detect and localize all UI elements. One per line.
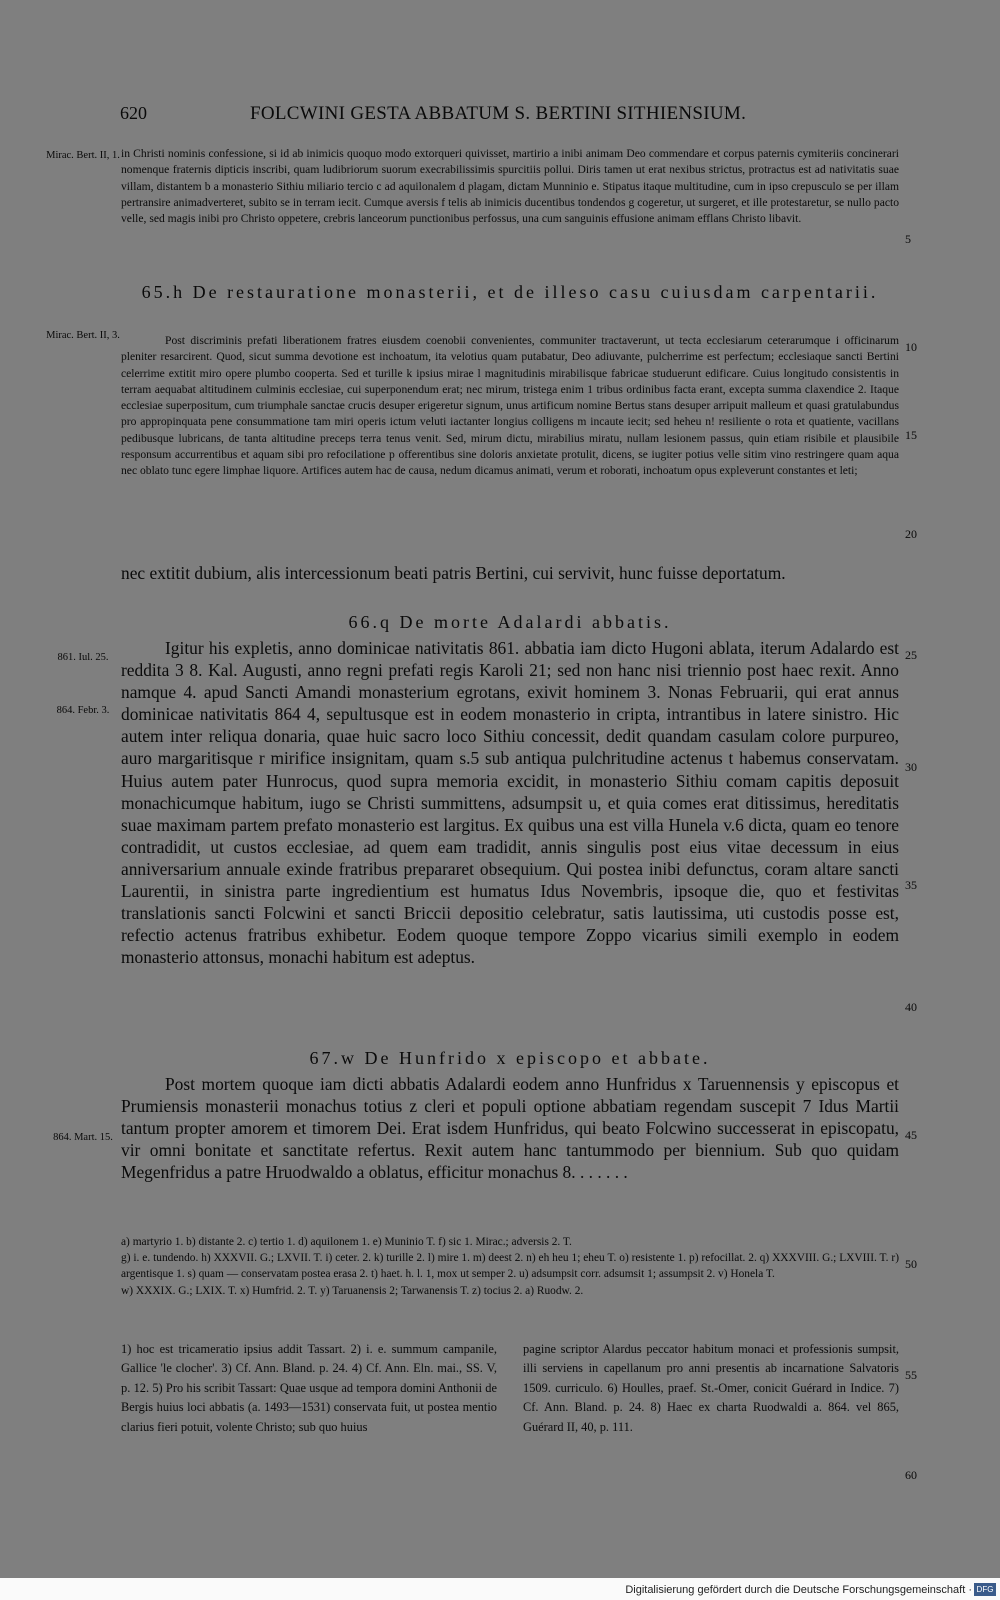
digitization-footer [0, 1578, 1000, 1600]
page-header [120, 103, 900, 133]
line-number: 15 [905, 428, 917, 442]
margin-note-date-861: 861. Iul. 25. [57, 652, 109, 663]
line-number: 20 [905, 527, 917, 541]
margin-note-date-864-febr: 864. Febr. 3. [56, 705, 110, 716]
section-65-closing [121, 562, 899, 584]
dfg-logo: DFG [974, 1583, 996, 1596]
section-67-body [121, 1073, 899, 1183]
intro-paragraph: in Christi nominis confessione, si id ab inimicis quoquo modo extorqueri quivisset, martirio a inibi animam Deo commendare et corpus paternis cymiteriis concinerari nomenque fraternis dipticis inscribi, quam ludibriorum suorum execrabilissimis spurcitiis pollui. Diris tamen ut erat nexibus strictus, protractus est ad nativitatis suae villam, distantem b a monasterio Sithiu miliario tercio c ad aquilonalem d plagam, dictam Munninio e. Stipatus itaque multitudine, cum in ipso crepusculo se per illam pertransire animadverteret, subito se in terram iecit. Cumque aversis f telis ab inimicis ducentibus tondendos g cogeretur, ut surgeret, et ille protestaretur, se nullo pacto velle, sed magis inibi pro Christo oppetere, crebris lanceorum punctionibus perfossus, una cum sanguinis effusione animam efflans Christo libavit. [121, 147, 899, 226]
line-number: 50 [905, 1257, 917, 1271]
footnotes-left-column [121, 1340, 497, 1437]
section-65-body [121, 333, 899, 480]
margin-note-mirac-1: Mirac. Bert. II, 1. [46, 150, 120, 161]
footnotes-left-text: 1) hoc est tricameratio ipsius addit Tassart. 2) i. e. summum campanile, Gallice 'le clocher'. 3) Cf. Ann. Bland. p. 24. 4) Cf. Ann. Eln. mai., SS. V, p. 12. 5) Pro his scribit Tassart: Quae usque ad tempora domini Anthonii de Bergis huius loci abbatis (a. 1493—1531) conservata fuit, ut postea mentio clarius fieri potuit, volente Christo; sub quo huius [121, 1342, 497, 1434]
line-number: 45 [905, 1128, 917, 1142]
section-intro [121, 146, 899, 227]
footnotes-right-text: pagine scriptor Alardus peccator habitum monaci et professionis sumpsit, illi serviens in capellanum pro anni presentis ab incarnatione Salvatoris 1509. curriculo. 6) Houlles, praef. St.-Omer, conicit Guérard in Indice. 7) Cf. Ann. Bland. p. 24. 8) Haec ex charta Ruodwaldi a. 864. vel 865, Guérard II, 40, p. 111. [523, 1342, 899, 1434]
apparatus-line: a) martyrio 1. b) distante 2. c) tertio 1. d) aquilonem 1. e) Muninio T. f) sic 1. Mirac.; adversis 2. T. [121, 1236, 572, 1248]
chapter-65-closing: nec extitit dubium, alis intercessionum beati patris Bertini, cui servivit, hunc fuisse deportatum. [121, 563, 786, 583]
line-number: 35 [905, 878, 917, 892]
funding-credit: Digitalisierung gefördert durch die Deutsche Forschungsgemeinschaft · [625, 1584, 972, 1596]
section-65 [121, 282, 899, 303]
footnotes-right-column [523, 1340, 899, 1437]
section-67 [121, 1048, 899, 1069]
chapter-heading-65: 65.h De restauratione monasterii, et de illeso casu cuiusdam carpentarii. [141, 282, 879, 302]
margin-note-date-864-mart: 864. Mart. 15. [53, 1132, 113, 1143]
line-number: 55 [905, 1368, 917, 1382]
section-66 [121, 612, 899, 633]
apparatus-line: w) XXXIX. G.; LXIX. T. x) Humfrid. 2. T. y) Taruanensis 2; Tarwanensis T. z) tocius 2. a) Ruodw. 2. [121, 1284, 584, 1297]
apparatus-line: g) i. e. tundendo. h) XXXVII. G.; LXVII. T. i) ceter. 2. k) turille 2. l) mire 1. m) deest 2. n) eh heu 1; eheu T. o) resistente 1. p) refocillat. 2. q) XXXVIII. G.; LXVIII. T. r) argentisque 1. s) quam — conservatam postea erasa 2. t) haet. h. l. 1, mox ut semper 2. u) adsumpsit corr. adsumsit 1; assumpsit 2. v) Honela T. [121, 1252, 899, 1281]
running-title: FOLCWINI GESTA ABBATUM S. BERTINI SITHIENSIUM. [250, 103, 747, 124]
chapter-66-paragraph: Igitur his expletis, anno dominicae nativitatis 861. abbatia iam dicto Hugoni ablata, iterum Adalardo est reddita 3 8. Kal. Augusti, anno regni prefati regis Karoli 21; sed non hanc nisi triennio post haec rexit. Anno namque 4. apud Sancti Amandi monasterium egrotans, exivit hominem 3. Nonas Februarii, qui erat annus dominicae nativitatis 864 4, sepultusque est in eodem monasterio in cripta, intrantibus in latere sinistro. Hic autem inter reliqua donaria, quae huic sacro loco Sithiu concessit, dedit quandam casulam colore purpureo, auro margaritisque r mirifice insignitam, quam s.5 sub antiqua pulchritudine actenus t habemus conservatam. Huius autem pater Hunrocus, quod supra memoria excidit, in monasterio Sithiu comam capitis deposuit monachicumque habitum, iugo se Christi summittens, adsumpsit u, et quia comes erat ditissimus, hereditatis suae maximam partem prefato monasterio est largitus. Ex quibus una est villa Hunela v.6 dicta, quam eo tenore contradidit, ut custos ecclesiae, ad quem eam tradidit, annis singulis post eius vitae decessum in eius anniversarium annuale exinde fratribus prepararet obsequium. Qui postea inibi defunctus, coram altare sancti Laurentii, in sinistra parte ingredientium est humatus Idus Novembris, ipsoque die, quo et festivitas translationis sancti Folcwini et sancti Briccii depositio celebratur, satis lautissima, uti custodis posse est, refectio actenus fratribus exhibetur. Eodem quoque tempore Zoppo vicarius simili exemplo in eodem monasterio attonsus, monachi habitum est adeptus. [121, 638, 899, 968]
chapter-67-paragraph: Post mortem quoque iam dicti abbatis Adalardi eodem anno Hunfridus x Taruennensis y episcopus et Prumiensis monasterii monachus totius z cleri et populi optione abbatiam regendam suscepit 7 Idus Martii tantum propter amorem et timorem Dei. Erat isdem Hunfridus, qui beato Folcwino successerat in episcopatu, vir omni bonitate et sanctitate refertus. Rexit autem hanc tantummodo per biennium. Sub quo quidam Megenfridus a patre Hruodwaldo a oblatus, efficitur monachus 8. . . . . . . [121, 1074, 899, 1183]
line-number: 10 [905, 340, 917, 354]
line-number: 40 [905, 1000, 917, 1014]
line-number: 25 [905, 648, 917, 662]
margin-note-mirac-3: Mirac. Bert. II, 3. [46, 330, 120, 341]
chapter-65-paragraph: Post discriminis prefati liberationem fratres eiusdem coenobii convenientes, communiter tractaverunt, ut tecta ecclesiarum ceterarumque i officinarum pleniter resarcirent. Quod, sicut summa devotione est inchoatum, ita velotius quam putabatur, Deo adiuvante, pulcherrime est perfectum; ecclesiaque sancti Bertini celerrime extitit miro opere plumbo cooperta. Sed et turille k ipsius mirae l magnitudinis mirabilisque fabricae studuerunt edificare. Cuius longitudo consistentis in terram aequabat altitudinem culminis ecclesiae, cui superponendum erat; nec mirum, tristega enim 1 tribus ordinibus facta erant, excepta summa claxendice 2. Itaque ecclesiae superpositum, cum triumphale sanctae crucis desuper erigeretur signum, unus artificum nomine Bertus stans desuper arripuit malleum et quasi gratulabundus pro appropinquata pene consummatione tam miri operis ictum veluti iactanter longius colligens m incaute iecit; sed heheu n! resiliente o rota et quatiente, vacillans pedibusque lubricans, de tanta altitudine preceps terra tenus venit. Sed, mirum dictu, mirabilius miratu, nullam lesionem passus, quin etiam risibile et plausibile responsum accurrentibus et aquam sibi pro refocilatione p offerentibus sine doloris anxietate protulit, dicens, se iugiter potius velle sitim vino restringere quam aqua nec oblato tunc egere limphae liquore. Artifices autem hac de causa, nedum dicamus animati, verum et roborati, inchoatum opus expleverunt constantes et leti; [121, 334, 899, 478]
line-number: 60 [905, 1468, 917, 1482]
footnotes [121, 1340, 899, 1437]
critical-apparatus [121, 1234, 899, 1299]
chapter-heading-66: 66.q De morte Adalardi abbatis. [348, 612, 672, 632]
line-number: 5 [905, 232, 911, 246]
chapter-heading-67: 67.w De Hunfrido x episcopo et abbate. [309, 1048, 711, 1068]
page-number: 620 [120, 103, 147, 123]
line-number: 30 [905, 760, 917, 774]
section-66-body [121, 637, 899, 968]
